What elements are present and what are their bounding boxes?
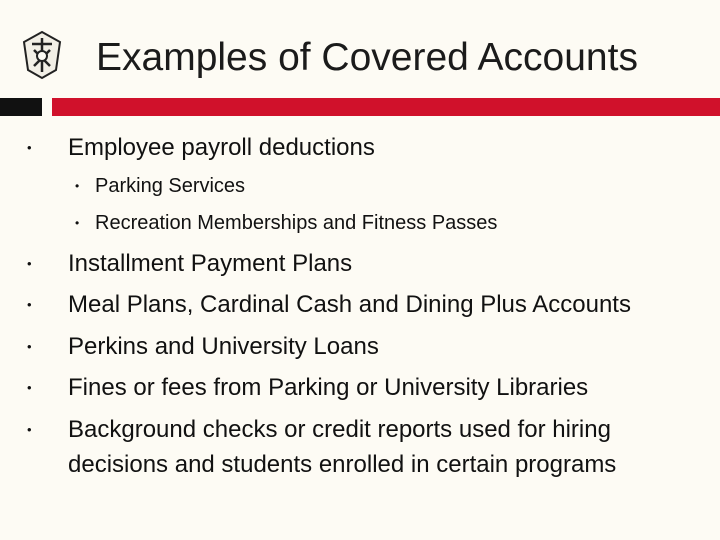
bullet-item xyxy=(27,329,708,364)
title-divider-red xyxy=(52,98,720,116)
bullet-text: decisions and students enrolled in certain programs xyxy=(68,451,617,478)
bullet-text: Employee payroll deductions xyxy=(68,134,375,161)
bullet-dot-icon: • xyxy=(27,380,32,395)
bullet-item xyxy=(27,246,708,281)
bullet-dot-icon: • xyxy=(75,179,80,193)
bullet-item xyxy=(27,412,708,447)
sub-bullet-item xyxy=(75,171,695,201)
bullet-dot-icon: • xyxy=(75,216,80,230)
bullet-dot-icon: • xyxy=(27,140,32,155)
bullet-text: Meal Plans, Cardinal Cash and Dining Plus Accounts xyxy=(68,291,631,318)
sub-bullet-text: Recreation Memberships and Fitness Passes xyxy=(95,212,498,234)
bullet-text: Background checks or credit reports used for hiring xyxy=(68,416,611,443)
bullet-dot-icon: • xyxy=(27,422,32,437)
bullet-dot-icon: • xyxy=(27,339,32,354)
bullet-dot-icon: • xyxy=(27,256,32,271)
bullet-item-continuation xyxy=(68,447,708,482)
bullet-item xyxy=(27,370,708,405)
university-seal-icon xyxy=(20,28,64,80)
bullet-text: Perkins and University Loans xyxy=(68,333,379,360)
bullet-item xyxy=(27,287,708,322)
sub-bullet-text: Parking Services xyxy=(95,175,246,197)
sub-bullet-item xyxy=(75,208,695,238)
bullet-text: Fines or fees from Parking or University Libraries xyxy=(68,374,589,401)
slide-title: Examples of Covered Accounts xyxy=(96,36,638,79)
bullet-item xyxy=(27,130,708,165)
title-divider-black xyxy=(0,98,42,116)
bullet-text: Installment Payment Plans xyxy=(68,250,353,277)
bullet-dot-icon: • xyxy=(27,297,32,312)
